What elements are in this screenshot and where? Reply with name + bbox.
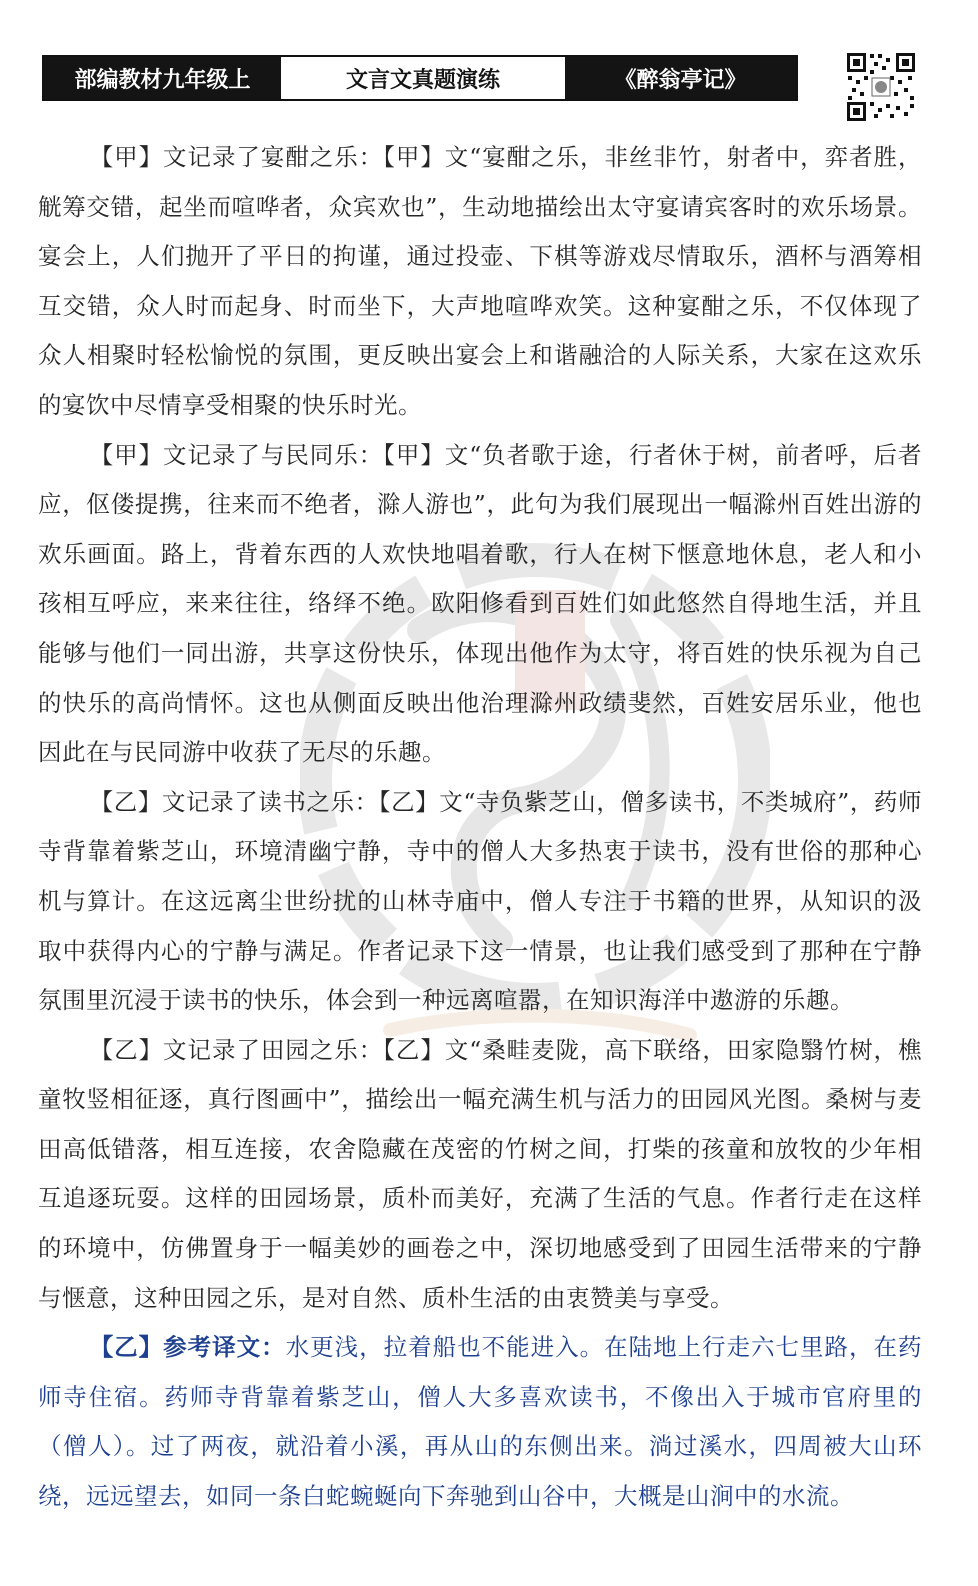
paragraph-pastoral-joy: 【乙】文记录了田园之乐：【乙】文“桑畦麦陇，高下联络，田家隐翳竹树，樵童牧竖相征逐，真行图画中”，描绘出一幅充满生机与活力的田园风光图。桑树与麦田高低错落，相互连接，农舍隐藏在茂密的竹树之间，打柴的孩童和放牧的少年相互追逐玩耍。这样的田园场景，质朴而美好，充满了生活的气息。作者行走在这样的环境中，仿佛置身于一幅美妙的画卷之中，深切地感受到了田园生活带来的宁静与惬意，这种田园之乐，是对自然、质朴生活的由衷赞美与享受。 — [38, 1035, 922, 1312]
paragraph-feast-joy: 【甲】文记录了宴酣之乐：【甲】文“宴酣之乐，非丝非竹，射者中，弈者胜，觥筹交错，起坐而喧哗者，众宾欢也”，生动地描绘出太守宴请宾客时的欢乐场景。宴会上，人们抛开了平日的拘谨，通过投壶、下棋等游戏尽情取乐，酒杯与酒筹相互交错，众人时而起身、时而坐下，大声地喧哗欢笑。这种宴酣之乐，不仅体现了众人相聚时轻松愉悦的氛围，更反映出宴会上和谐融洽的人际关系，大家在这欢乐的宴饮中尽情享受相聚的快乐时光。 — [38, 143, 922, 419]
qr-code-icon — [846, 52, 916, 122]
paragraph-reading-joy: 【乙】文记录了读书之乐：【乙】文“寺负紫芝山，僧多读书，不类城府”，药师寺背靠着紫芝山，环境清幽宁静，寺中的僧人大多热衷于读书，没有世俗的那种心机与算计。在这远离尘世纷扰的山林寺庙中，僧人专注于书籍的世界，从知识的汲取中获得内心的宁静与满足。作者记录下这一情景，也让我们感受到了那种在宁静氛围里沉浸于读书的快乐，体会到一种远离喧嚣，在知识海洋中遨游的乐趣。 — [38, 787, 922, 1015]
header-section-title: 文言文真题演练 — [281, 57, 565, 99]
paragraph-people-joy: 【甲】文记录了与民同乐：【甲】文“负者歌于途，行者休于树，前者呼，后者应，伛偻提携，往来而不绝者，滁人游也”，此句为我们展现出一幅滁州百姓出游的欢乐画面。路上，背着东西的人欢快地唱着歌，行人在树下惬意地休息，老人和小孩相互呼应，来来往往，络绎不绝。欧阳修看到百姓们如此悠然自得地生活，并且能够与他们一同出游，共享这份快乐，体现出他作为太守，将百姓的快乐视为自己的快乐的高尚情怀。这也从侧面反映出他治理滁州政绩斐然，百姓安居乐业，他也因此在与民同游中收获了无尽的乐趣。 — [38, 440, 922, 767]
header-lesson-title: 《醉翁亭记》 — [565, 57, 796, 99]
header-grade-label: 部编教材九年级上 — [44, 57, 281, 99]
translation-text: 水更浅，拉着船也不能进入。在陆地上行走六七里路，在药师寺住宿。药师寺背靠着紫芝山，僧人大多喜欢读书，不像出入于城市官府里的（僧人）。过了两夜，就沿着小溪，再从山的东侧出来。淌过溪水，四周被大山环绕，远远望去，如同一条白蛇蜿蜒向下奔驰到山谷中，大概是山涧中的水流。 — [38, 1333, 923, 1511]
header-bar — [42, 55, 798, 101]
article-body — [38, 133, 922, 1522]
translation-heading: 【乙】参考译文： — [89, 1333, 286, 1362]
translation-paragraph — [38, 1323, 922, 1521]
